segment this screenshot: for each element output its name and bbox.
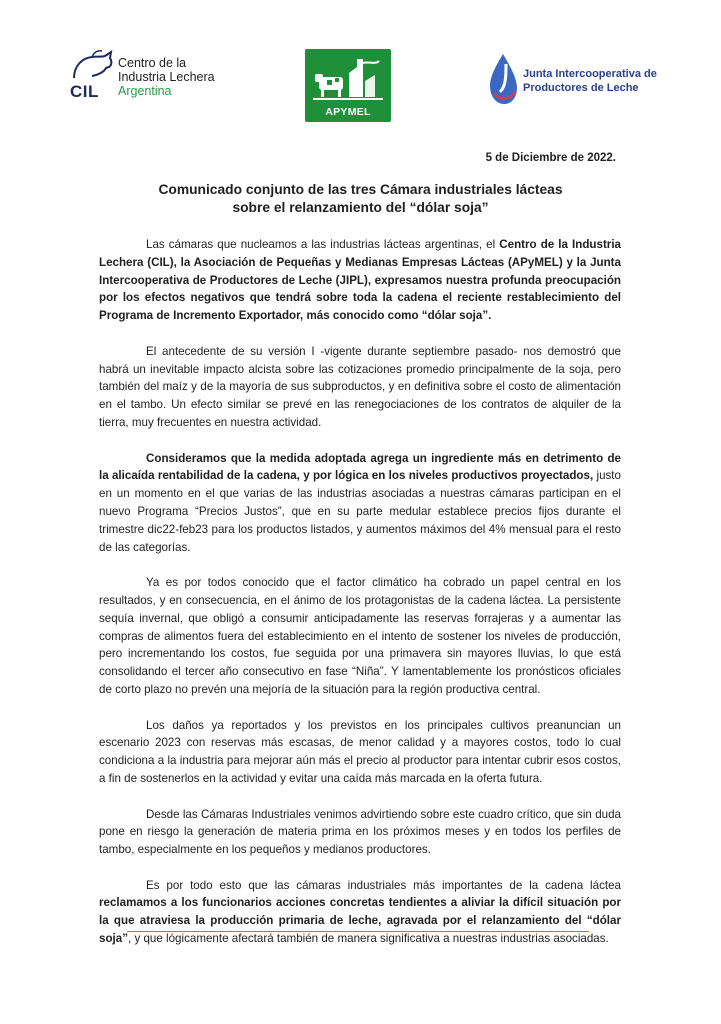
- cil-name-line3: Argentina: [118, 84, 172, 98]
- jipl-name-line2: Productores de Leche: [523, 82, 639, 94]
- paragraph-5: [99, 717, 621, 788]
- title-line2: sobre el relanzamiento del “dólar soja”: [232, 200, 489, 215]
- paragraph-text: Es por todo esto que las cámaras industriales más importantes de la cadena láctea: [146, 878, 621, 892]
- document-date: 5 de Diciembre de 2022.: [485, 152, 616, 164]
- paragraph-bold-text: Consideramos que la medida adoptada agrega un ingrediente más en detrimento de la alicaída rentabilidad de la cadena, y por lógica en los niveles productivos proyectados,: [99, 451, 621, 483]
- apymel-label: APYMEL: [325, 106, 371, 118]
- paragraph-bold-text: Centro de la Industria Lechera (CIL), la Asociación de Pequeñas y Medianas Empresas Lácteas (APyMEL) y la Junta Intercooperativa de Productores de Leche (JIPL), expresamos nuestra profunda preocupación por los efectos negativos que tendrá sobre toda la cadena el reciente restablecimiento del Programa de Incremento Exportador, más conocido como “dólar soja”.: [99, 238, 621, 323]
- cil-logo: [68, 48, 228, 108]
- document-title: [0, 181, 721, 217]
- paragraph-bold-text: reclamamos a los funcionarios acciones concretas tendientes a aliviar la difícil situación por la que atraviesa la producción primaria de leche, agravada por el relanzamiento del “dólar soja”: [99, 896, 621, 946]
- paragraph-3: [99, 450, 621, 557]
- cil-abbreviation: CIL: [70, 82, 99, 101]
- paragraph-text: Desde las Cámaras Industriales venimos advirtiendo sobre este cuadro crítico, que sin duda pone en riesgo la generación de materia prima en los próximos meses y en todos los perfiles de tambo, especialmente en los pequeños y medianos productores.: [99, 807, 621, 857]
- paragraph-2: [99, 343, 621, 432]
- jipl-name: [523, 67, 657, 95]
- paragraph-text: Ya es por todos conocido que el factor climático ha cobrado un papel central en los resultados, y en consecuencia, en el ánimo de los protagonistas de la cadena láctea. La persistente sequía invernal, que obligó a consumir anticipadamente las reservas forrajeras y a aumentar las compras de alimentos fuera del establecimiento en el intento de sostener los niveles de producción, pero incrementando los costos, fue seguida por una primavera sin mayores lluvias, lo que está consolidando el tercer año consecutivo en fase “Niña”. Y lamentablemente los pronósticos oficiales de corto plazo no prevén una mejoría de la situación para la región productiva central.: [99, 576, 621, 696]
- paragraph-1: [99, 236, 621, 325]
- paragraph-text: , y que lógicamente afectará también de manera significativa a nuestras industrias asociadas.: [128, 932, 609, 946]
- cil-name-line2: Industria Lechera: [118, 70, 215, 84]
- apymel-logo: [305, 49, 391, 122]
- apymel-factory-icon: [305, 51, 391, 107]
- paragraph-text: Las cámaras que nucleamos a las industrias lácteas argentinas, el: [146, 238, 500, 251]
- jipl-drop-icon: [486, 50, 520, 108]
- jipl-logo: [486, 50, 666, 110]
- cil-name-line1: Centro de la: [118, 56, 187, 70]
- cil-name: [118, 56, 215, 98]
- footer-divider: [127, 931, 589, 932]
- paragraph-text: Los daños ya reportados y los previstos en los principales cultivos preanuncian un escenario 2023 con reservas más escasas, de menor calidad y a mayores costos, todo lo cual condiciona a la industria para mejorar aún más el precio al productor para intentar cubrir esos costos, a fin de sostenerlos en la actividad y evitar una caída más marcada en la oferta futura.: [99, 718, 621, 785]
- paragraph-6: [99, 806, 621, 859]
- body-text: [99, 236, 621, 966]
- title-line1: Comunicado conjunto de las tres Cámara industriales lácteas: [158, 182, 563, 197]
- jipl-name-line1: Junta Intercooperativa de: [523, 68, 657, 80]
- paragraph-text: El antecedente de su versión I -vigente durante septiembre pasado- nos demostró que habrá un inevitable impacto alcista sobre las cotizaciones promedio principalmente de la soja, pero también del maíz y de la mayoría de sus subproductos, y en definitiva sobre el costo de alimentación en el tambo. Un efecto similar se prevé en las renegociaciones de los contratos de alquiler de la tierra, muy frecuentes en nuestra actividad.: [99, 344, 621, 429]
- paragraph-4: [99, 574, 621, 699]
- paragraph-7: [99, 877, 621, 948]
- paragraph-text: justo en un momento en el que varias de las industrias asociadas a nuestras cámaras participan en el nuevo Programa “Precios Justos”, que en su parte medular establece precios fijos durante el trimestre dic22-feb23 para los productos listados, y aumentos máximos del 4% mensual para el resto de las categorías.: [99, 469, 621, 554]
